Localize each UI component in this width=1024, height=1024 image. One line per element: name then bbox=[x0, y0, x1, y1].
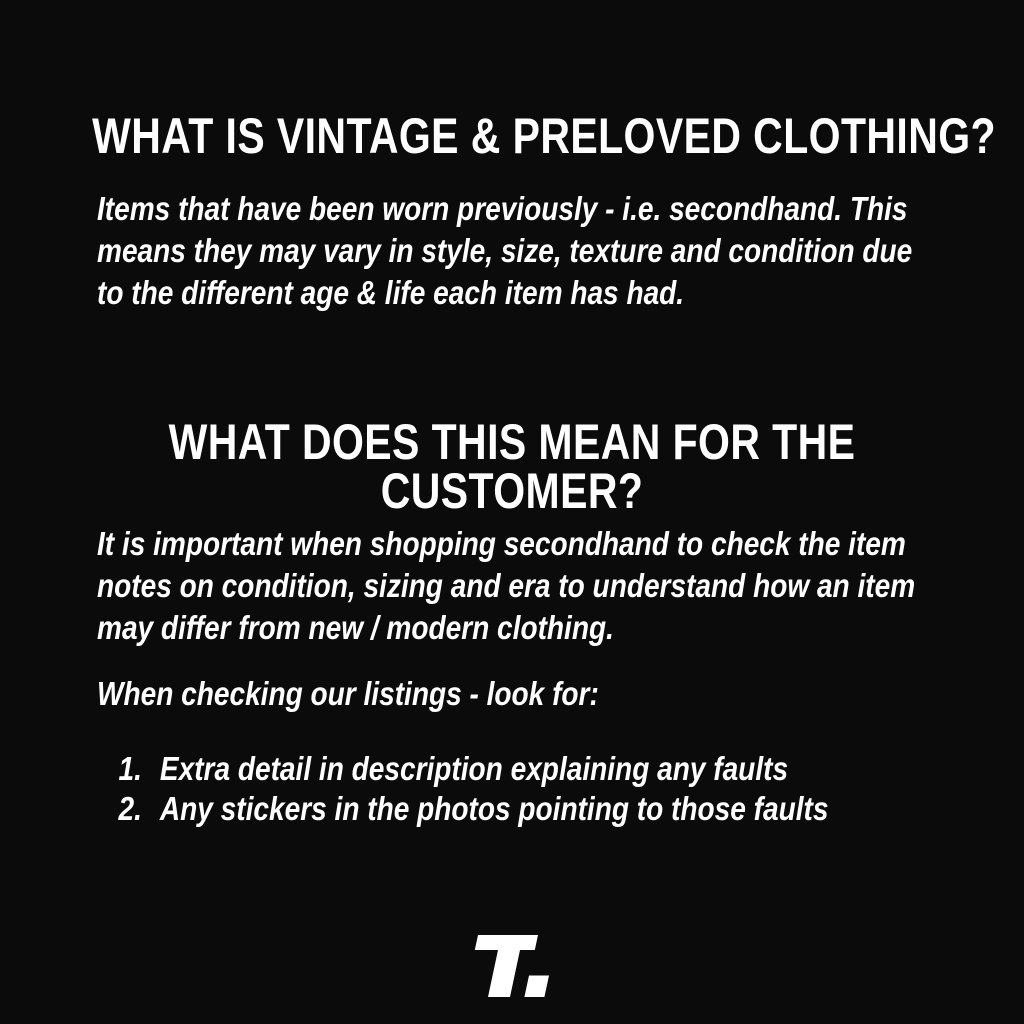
subheading bbox=[92, 413, 932, 519]
checklist-item: 2. Any stickers in the photos pointing to those faults bbox=[150, 789, 829, 829]
text-line: means they may vary in style, size, texture and condition due bbox=[97, 232, 913, 269]
customer-info-paragraph bbox=[97, 523, 915, 649]
brand-t-logo-icon bbox=[468, 928, 558, 1002]
page-title: WHAT IS VINTAGE & PRELOVED CLOTHING? bbox=[92, 107, 997, 164]
text-line: to the different age & life each item has had. bbox=[97, 274, 685, 311]
checklist bbox=[97, 749, 828, 829]
text-line: CUSTOMER? bbox=[380, 462, 644, 519]
intro-paragraph bbox=[97, 188, 912, 314]
text-line: Items that have been worn previously - i.e. secondhand. This bbox=[97, 190, 908, 227]
text-line: WHAT DOES THIS MEAN FOR THE bbox=[168, 413, 856, 470]
text-line: It is important when shopping secondhand to check the item bbox=[97, 525, 906, 562]
text-line: may differ from new / modern clothing. bbox=[97, 609, 614, 646]
text-line: notes on condition, sizing and era to understand how an item bbox=[97, 567, 916, 604]
listings-intro-line: When checking our listings - look for: bbox=[97, 675, 599, 712]
checklist-item: 1. Extra detail in description explaining any faults bbox=[150, 749, 829, 789]
